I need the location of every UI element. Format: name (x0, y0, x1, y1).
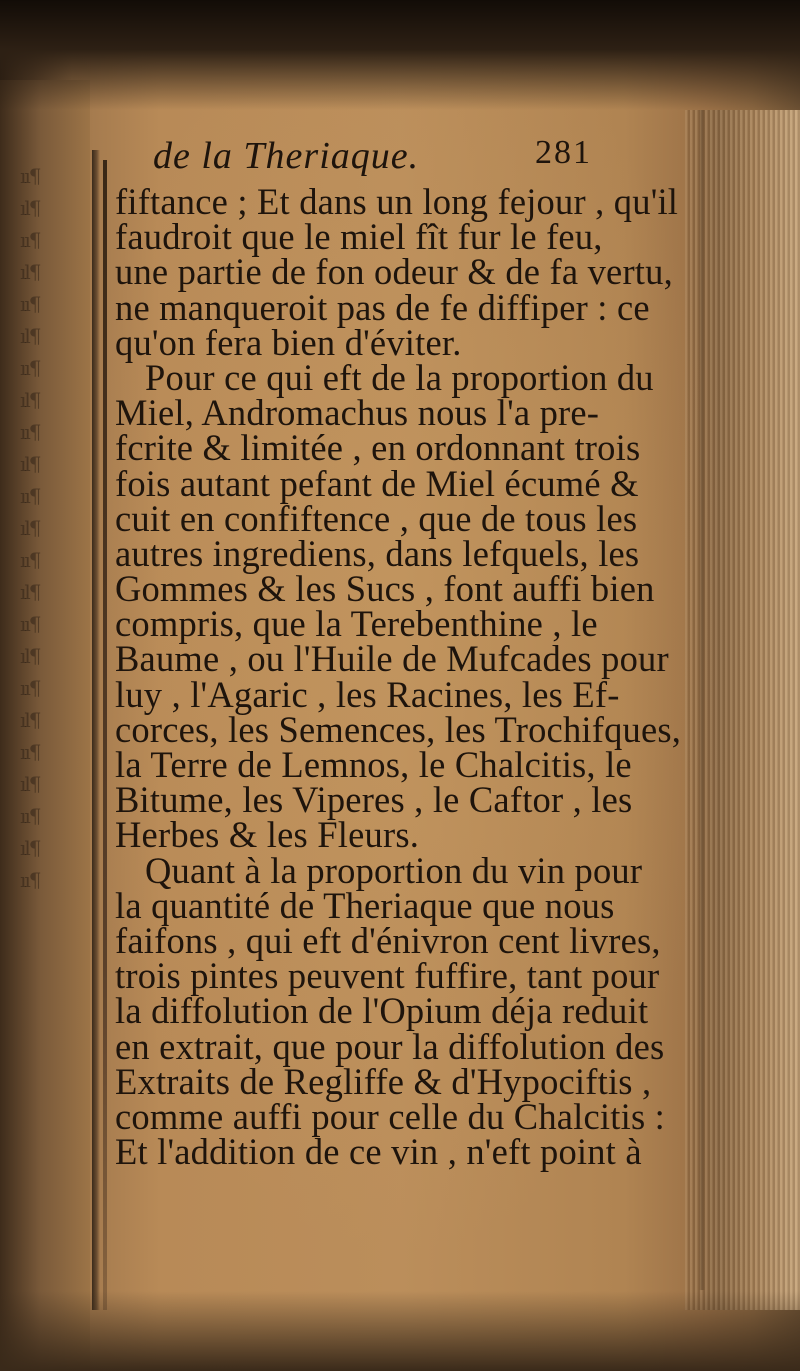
text-line: autres ingrediens, dans lefquels, les (115, 532, 640, 574)
margin-rule (103, 160, 107, 1310)
bottom-shadow (0, 1291, 800, 1371)
paragraph-start-line: Quant à la proportion du vin pour (145, 849, 643, 891)
text-line: Gommes & les Sucs , font auffi bien (115, 568, 655, 610)
text-line: corces, les Semences, les Trochifques, (115, 708, 682, 750)
text-line: une partie de fon odeur & de fa vertu, (115, 251, 673, 293)
text-line: fois autant pefant de Miel écumé & (115, 462, 639, 504)
text-line: luy , l'Agaric , les Racines, les Ef- (115, 673, 620, 715)
text-line: qu'on fera bien d'éviter. (115, 321, 462, 363)
text-block (115, 128, 705, 1173)
text-line: fcrite & limitée , en ordonnant trois (115, 427, 641, 469)
text-line: faudroit que le miel fît fur le feu, (115, 216, 603, 258)
text-line: la Terre de Lemnos, le Chalcitis, le (115, 744, 632, 785)
text-line: la diffolution de l'Opium déja reduit (115, 990, 649, 1032)
show-through-fragments: ıı¶ ıl¶ ıı¶ ıl¶ ıı¶ ıl¶ ıı¶ ıl¶ ıı¶ ıl¶ ıı¶ ıl¶ ıı¶ ıl¶ ıı¶ ıl¶ ıı¶ ıl¶ ıı¶ ıl¶ ıı¶ ıl¶ ıı¶ (20, 164, 40, 892)
text-line: Et l'addition de ce vin , n'eft point à (115, 1131, 642, 1173)
text-line: cuit en confiftence , que de tous les (115, 497, 638, 539)
text-line: Baume , ou l'Huile de Mufcades pour (115, 638, 669, 680)
running-header (115, 128, 705, 184)
text-line: compris, que la Terebenthine , le (115, 603, 598, 645)
text-line: Herbes & les Fleurs. (115, 814, 420, 856)
paragraph-start-line: Pour ce qui eft de la proportion du (145, 356, 654, 398)
running-title: de la Theriaque. (153, 135, 420, 177)
text-line: ne manqueroit pas de fe diffiper : ce (115, 286, 650, 328)
page-number: 281 (535, 134, 592, 171)
text-line: Bitume, les Viperes , le Caftor , les (115, 779, 633, 821)
top-shadow (0, 0, 800, 110)
text-line: fiftance ; Et dans un long fejour , qu'il (115, 181, 679, 222)
text-line: Miel, Andromachus nous l'a pre- (115, 392, 600, 434)
gutter-crease (92, 150, 100, 1310)
text-line: la quantité de Theriaque que nous (115, 884, 615, 926)
text-line: en extrait, que pour la diffolution des (115, 1025, 665, 1067)
text-line: trois pintes peuvent fuffire, tant pour (115, 955, 660, 997)
text-line: comme auffi pour celle du Chalcitis : (115, 1095, 666, 1137)
text-line: Extraits de Regliffe & d'Hypociftis , (115, 1060, 652, 1102)
text-line: faifons , qui eft d'énivron cent livres, (115, 919, 661, 961)
